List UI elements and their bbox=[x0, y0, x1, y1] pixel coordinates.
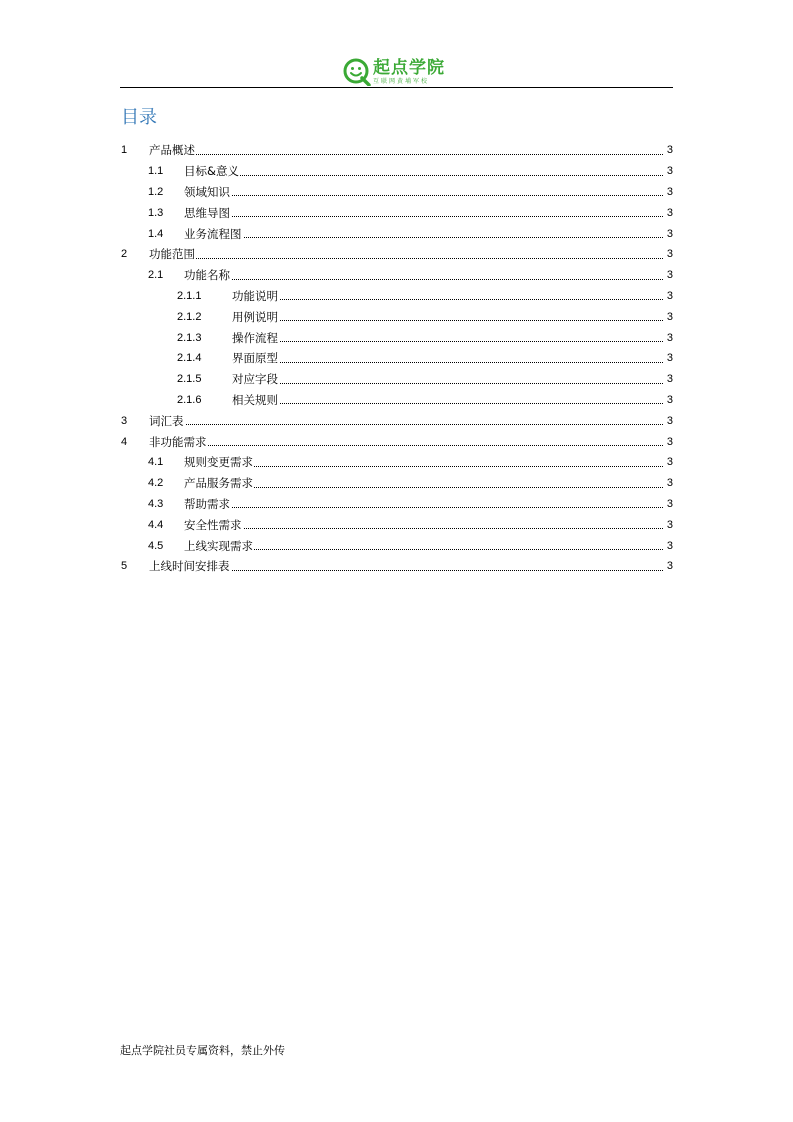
toc-dot-leader bbox=[184, 237, 663, 238]
toc-entry-number: 2.1.1 bbox=[177, 289, 202, 302]
header-divider bbox=[120, 87, 673, 88]
toc-entry[interactable] bbox=[121, 494, 673, 515]
toc-dot-leader bbox=[232, 341, 663, 342]
toc-dot-leader bbox=[149, 445, 663, 446]
toc-entry-number: 1.4 bbox=[148, 227, 164, 240]
toc-entry-number: 2.1.4 bbox=[177, 352, 202, 365]
toc-entry-number: 4.4 bbox=[148, 518, 164, 531]
toc-entry[interactable] bbox=[121, 535, 673, 556]
toc-entry-number: 4.2 bbox=[148, 477, 164, 490]
toc-entry-label[interactable]: 安全性需求 bbox=[184, 517, 242, 532]
toc-entry-page[interactable]: 3 bbox=[666, 185, 673, 198]
toc-entry-page[interactable]: 3 bbox=[666, 227, 673, 240]
logo-subtitle: 互联网黄埔军校 bbox=[373, 77, 430, 85]
toc-entry-number: 2.1.3 bbox=[177, 331, 202, 344]
logo bbox=[343, 56, 445, 88]
toc-dot-leader bbox=[184, 487, 663, 488]
toc-entry[interactable] bbox=[121, 202, 673, 223]
toc-entry[interactable] bbox=[121, 140, 673, 161]
toc-entry-number: 4.5 bbox=[148, 539, 164, 552]
toc-entry-label[interactable]: 规则变更需求 bbox=[184, 455, 253, 470]
toc-entry-page[interactable]: 3 bbox=[666, 435, 673, 448]
toc-entry[interactable] bbox=[121, 161, 673, 182]
toc-entry-number: 4.1 bbox=[148, 456, 164, 469]
toc-entry[interactable] bbox=[121, 452, 673, 473]
toc-dot-leader bbox=[232, 362, 663, 363]
toc-entry-page[interactable]: 3 bbox=[666, 560, 673, 573]
toc-entry-label[interactable]: 功能名称 bbox=[184, 268, 230, 283]
toc-entry[interactable] bbox=[121, 514, 673, 535]
footer-notice: 起点学院社员专属资料，禁止外传 bbox=[120, 1044, 285, 1057]
toc-entry-number: 3 bbox=[121, 414, 128, 427]
toc-dot-leader bbox=[184, 195, 663, 196]
toc-entry-label[interactable]: 对应字段 bbox=[232, 372, 278, 387]
toc-entry[interactable] bbox=[121, 286, 673, 307]
toc-dot-leader bbox=[232, 403, 663, 404]
toc-dot-leader bbox=[232, 299, 663, 300]
toc-entry-number: 2.1.5 bbox=[177, 373, 202, 386]
toc-entry-number: 4 bbox=[121, 435, 128, 448]
toc-entry-number: 1.2 bbox=[148, 185, 164, 198]
toc-entry-page[interactable]: 3 bbox=[666, 373, 673, 386]
toc-entry-number: 1.1 bbox=[148, 165, 164, 178]
toc-dot-leader bbox=[232, 383, 663, 384]
toc-entry[interactable] bbox=[121, 327, 673, 348]
toc-dot-leader bbox=[184, 466, 663, 467]
toc-dot-leader bbox=[184, 216, 663, 217]
toc-entry-label[interactable]: 业务流程图 bbox=[184, 226, 242, 241]
toc-entry-page[interactable]: 3 bbox=[666, 165, 673, 178]
toc-entry-label[interactable]: 界面原型 bbox=[232, 351, 278, 366]
toc-dot-leader bbox=[149, 258, 663, 259]
toc-entry-label[interactable]: 功能说明 bbox=[232, 288, 278, 303]
toc-entry-label[interactable]: 上线实现需求 bbox=[184, 538, 253, 553]
toc-entry-label[interactable]: 目标&意义 bbox=[184, 164, 239, 179]
toc-entry-page[interactable]: 3 bbox=[666, 269, 673, 282]
toc-dot-leader bbox=[149, 154, 663, 155]
toc-entry-page[interactable]: 3 bbox=[666, 477, 673, 490]
toc-entry[interactable] bbox=[121, 369, 673, 390]
toc-entry[interactable] bbox=[121, 390, 673, 411]
smiley-q-logo-icon bbox=[343, 58, 371, 86]
toc-entry-label[interactable]: 产品概述 bbox=[149, 143, 195, 158]
toc-dot-leader bbox=[184, 175, 663, 176]
toc-entry-page[interactable]: 3 bbox=[666, 144, 673, 157]
toc-entry-page[interactable]: 3 bbox=[666, 352, 673, 365]
toc-dot-leader bbox=[184, 279, 663, 280]
toc-entry[interactable] bbox=[121, 556, 673, 577]
toc-dot-leader bbox=[184, 528, 663, 529]
toc-entry-page[interactable]: 3 bbox=[666, 248, 673, 261]
logo-title: 起点学院 bbox=[373, 57, 445, 78]
toc-entry[interactable] bbox=[121, 431, 673, 452]
toc-list bbox=[121, 140, 673, 577]
toc-entry-label[interactable]: 上线时间安排表 bbox=[149, 559, 230, 574]
toc-entry-page[interactable]: 3 bbox=[666, 310, 673, 323]
toc-entry-page[interactable]: 3 bbox=[666, 518, 673, 531]
toc-dot-leader bbox=[184, 549, 663, 550]
toc-title: 目录 bbox=[121, 107, 157, 128]
toc-entry-label[interactable]: 操作流程 bbox=[232, 330, 278, 345]
toc-entry-label[interactable]: 用例说明 bbox=[232, 309, 278, 324]
toc-entry-number: 2.1.6 bbox=[177, 393, 202, 406]
toc-entry-number: 2.1.2 bbox=[177, 310, 202, 323]
toc-entry-page[interactable]: 3 bbox=[666, 497, 673, 510]
toc-entry[interactable] bbox=[121, 306, 673, 327]
toc-entry-label[interactable]: 帮助需求 bbox=[184, 496, 230, 511]
page-header bbox=[120, 54, 673, 88]
toc-dot-leader bbox=[149, 424, 663, 425]
toc-entry-label[interactable]: 功能范围 bbox=[149, 247, 195, 262]
toc-dot-leader bbox=[232, 320, 663, 321]
toc-entry-label[interactable]: 领域知识 bbox=[184, 184, 230, 199]
toc-entry-label[interactable]: 思维导图 bbox=[184, 205, 230, 220]
toc-entry-page[interactable]: 3 bbox=[666, 393, 673, 406]
toc-entry-number: 1.3 bbox=[148, 206, 164, 219]
toc-entry-number: 4.3 bbox=[148, 497, 164, 510]
toc-entry-number: 1 bbox=[121, 144, 128, 157]
toc-entry-page[interactable]: 3 bbox=[666, 289, 673, 302]
toc-entry[interactable] bbox=[121, 244, 673, 265]
toc-entry-number: 2.1 bbox=[148, 269, 164, 282]
toc-entry[interactable] bbox=[121, 265, 673, 286]
toc-dot-leader bbox=[184, 507, 663, 508]
toc-entry-label[interactable]: 相关规则 bbox=[232, 392, 278, 407]
toc-entry[interactable] bbox=[121, 410, 673, 431]
toc-entry-page[interactable]: 3 bbox=[666, 331, 673, 344]
toc-entry[interactable] bbox=[121, 223, 673, 244]
toc-entry[interactable] bbox=[121, 473, 673, 494]
toc-entry-page[interactable]: 3 bbox=[666, 539, 673, 552]
toc-entry-page[interactable]: 3 bbox=[666, 206, 673, 219]
toc-entry-page[interactable]: 3 bbox=[666, 414, 673, 427]
toc-entry-label[interactable]: 词汇表 bbox=[149, 413, 184, 428]
toc-entry[interactable] bbox=[121, 182, 673, 203]
toc-entry-page[interactable]: 3 bbox=[666, 456, 673, 469]
toc-entry-number: 5 bbox=[121, 560, 128, 573]
toc-entry-number: 2 bbox=[121, 248, 128, 261]
toc-entry[interactable] bbox=[121, 348, 673, 369]
toc-entry-label[interactable]: 非功能需求 bbox=[149, 434, 207, 449]
toc-entry-label[interactable]: 产品服务需求 bbox=[184, 476, 253, 491]
